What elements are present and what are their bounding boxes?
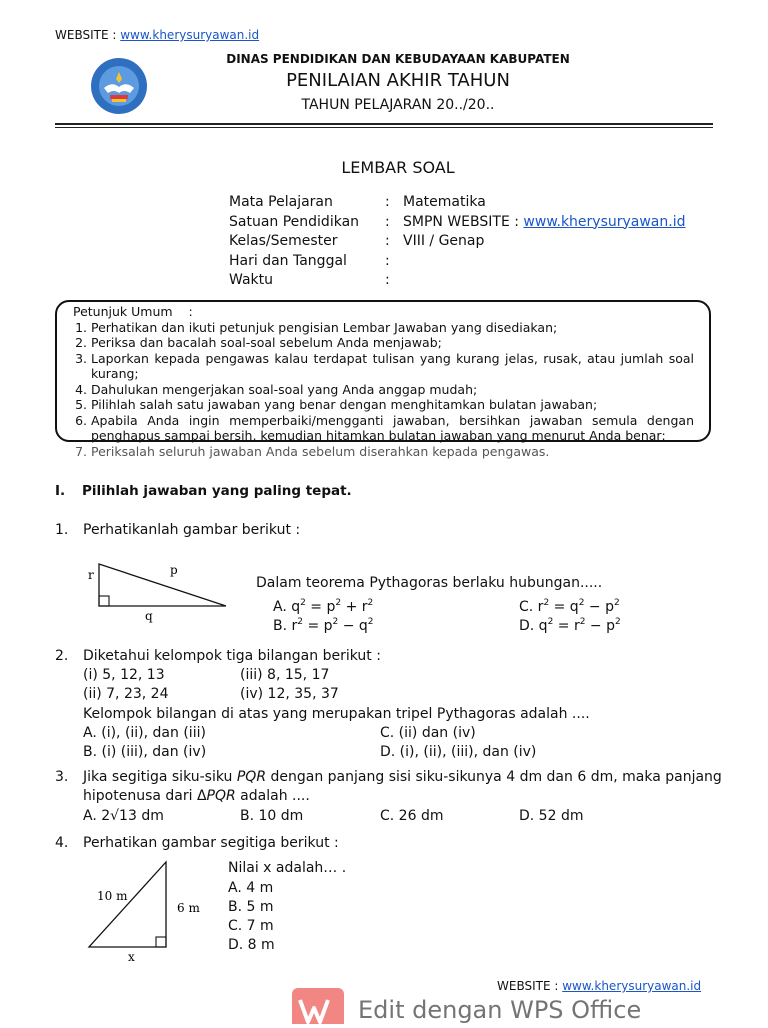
question-2: 2. Diketahui kelompok tiga bilangan berikut : <box>55 648 381 664</box>
website-footer: WEBSITE : www.kherysuryawan.id <box>497 979 702 993</box>
triple-iv: (iv) 12, 35, 37 <box>240 686 339 702</box>
option-2d[interactable]: D. (i), (ii), (iii), dan (iv) <box>380 744 537 760</box>
question-3-cont: hipotenusa dari ΔPQR adalah .... <box>83 788 310 804</box>
option-1d[interactable]: D. $q^2 = r^2 - p^2$ <box>519 617 621 634</box>
header-divider-thin <box>55 127 713 128</box>
triple-ii: (ii) 7, 23, 24 <box>83 686 169 702</box>
label-side: 6 m <box>177 901 200 915</box>
label-r: r <box>88 568 94 582</box>
instruction-item: 3. Laporkan kepada pengawas kalau terdapat tulisan yang kurang jelas, rusak, atau jumlah soal kurang; <box>91 351 694 382</box>
triple-iii: (iii) 8, 15, 17 <box>240 667 330 683</box>
header-agency: DINAS PENDIDIKAN DAN KEBUDAYAAN KABUPATEN <box>226 52 570 66</box>
school-website-link[interactable]: www.kherysuryawan.id <box>523 213 686 230</box>
instruction-item: 5. Pilihlah salah satu jawaban yang benar dengan menghitamkan bulatan jawaban; <box>91 397 694 413</box>
question-1-stem: Dalam teorema Pythagoras berlaku hubungan..... <box>256 575 603 591</box>
wps-edit-text: Edit dengan WPS Office <box>358 996 642 1024</box>
info-row: Hari dan Tanggal : <box>229 252 390 269</box>
right-triangle-figure-1 <box>85 558 235 628</box>
instructions <box>55 304 713 459</box>
instruction-item: 1. Perhatikan dan ikuti petunjuk pengisian Lembar Jawaban yang disediakan; <box>91 320 694 336</box>
wps-office-logo-icon <box>292 988 344 1024</box>
option-1c[interactable]: C. $r^2 = q^2 - p^2$ <box>519 598 620 615</box>
option-3d[interactable]: D. 52 dm <box>519 808 584 824</box>
section-heading: I. Pilihlah jawaban yang paling tepat. <box>55 483 352 499</box>
instruction-item: 4. Dahulukan mengerjakan soal-soal yang Anda anggap mudah; <box>91 382 694 398</box>
wps-watermark[interactable] <box>292 988 732 1024</box>
instruction-item: 2. Periksa dan bacalah soal-soal sebelum Anda menjawab; <box>91 335 694 351</box>
info-row: Waktu : <box>229 272 390 288</box>
option-4c[interactable]: C. 7 m <box>228 918 274 934</box>
question-4-stem: Nilai x adalah… . <box>228 860 347 876</box>
label-hypotenuse: 10 m <box>97 889 128 903</box>
label-p: p <box>170 563 178 577</box>
option-3c[interactable]: C. 26 dm <box>380 808 444 824</box>
option-2b[interactable]: B. (i) (iii), dan (iv) <box>83 744 207 760</box>
header-year: TAHUN PELAJARAN 20../20.. <box>301 97 495 113</box>
document-title: LEMBAR SOAL <box>341 158 455 177</box>
triple-i: (i) 5, 12, 13 <box>83 667 165 683</box>
instruction-item: 7. Periksalah seluruh jawaban Anda sebelum diserahkan kepada pengawas. <box>91 444 694 460</box>
info-row: Satuan Pendidikan : SMPN WEBSITE : www.kherysuryawan.id <box>229 213 686 233</box>
option-4d[interactable]: D. 8 m <box>228 937 275 953</box>
label-x: x <box>128 950 135 964</box>
header-divider <box>55 123 713 125</box>
info-table <box>229 193 686 291</box>
instruction-item: 6. Apabila Anda ingin memperbaiki/mengganti jawaban, bersihkan jawaban semula dengan penghapus sampai bersih, kemudian hitamkan bulatan jawaban yang menurut Anda benar; <box>91 413 694 444</box>
info-row: Mata Pelajaran : Matematika <box>229 194 486 210</box>
question-4: 4. Perhatikan gambar segitiga berikut : <box>55 835 339 851</box>
option-3b[interactable]: B. 10 dm <box>240 808 304 824</box>
option-1a[interactable]: A. $q^2 = p^2 + r^2$ <box>273 598 374 615</box>
option-4a[interactable]: A. 4 m <box>228 880 274 896</box>
option-4b[interactable]: B. 5 m <box>228 899 274 915</box>
question-2-stem: Kelompok bilangan di atas yang merupakan tripel Pythagoras adalah .... <box>83 706 590 722</box>
info-row: Kelas/Semester : VIII / Genap <box>229 233 485 249</box>
option-2c[interactable]: C. (ii) dan (iv) <box>380 725 476 741</box>
option-1b[interactable]: B. $r^2 = p^2 - q^2$ <box>273 617 374 634</box>
question-1: 1. Perhatikanlah gambar berikut : <box>55 522 301 538</box>
question-3: 3. Jika segitiga siku-siku PQR dengan panjang sisi siku-sikunya 4 dm dan 6 dm, maka panjang <box>55 769 722 785</box>
option-3a[interactable]: A. 2√13 dm <box>83 808 164 824</box>
option-2a[interactable]: A. (i), (ii), dan (iii) <box>83 725 206 741</box>
website-header: WEBSITE : www.kherysuryawan.id <box>55 28 260 42</box>
header-exam-title: PENILAIAN AKHIR TAHUN <box>286 70 510 91</box>
website-link[interactable]: www.kherysuryawan.id <box>120 28 260 42</box>
website-footer-link[interactable]: www.kherysuryawan.id <box>562 979 702 993</box>
label-q: q <box>145 609 153 623</box>
instructions-title: Petunjuk Umum : <box>73 304 193 319</box>
right-triangle-figure-4 <box>85 858 215 968</box>
